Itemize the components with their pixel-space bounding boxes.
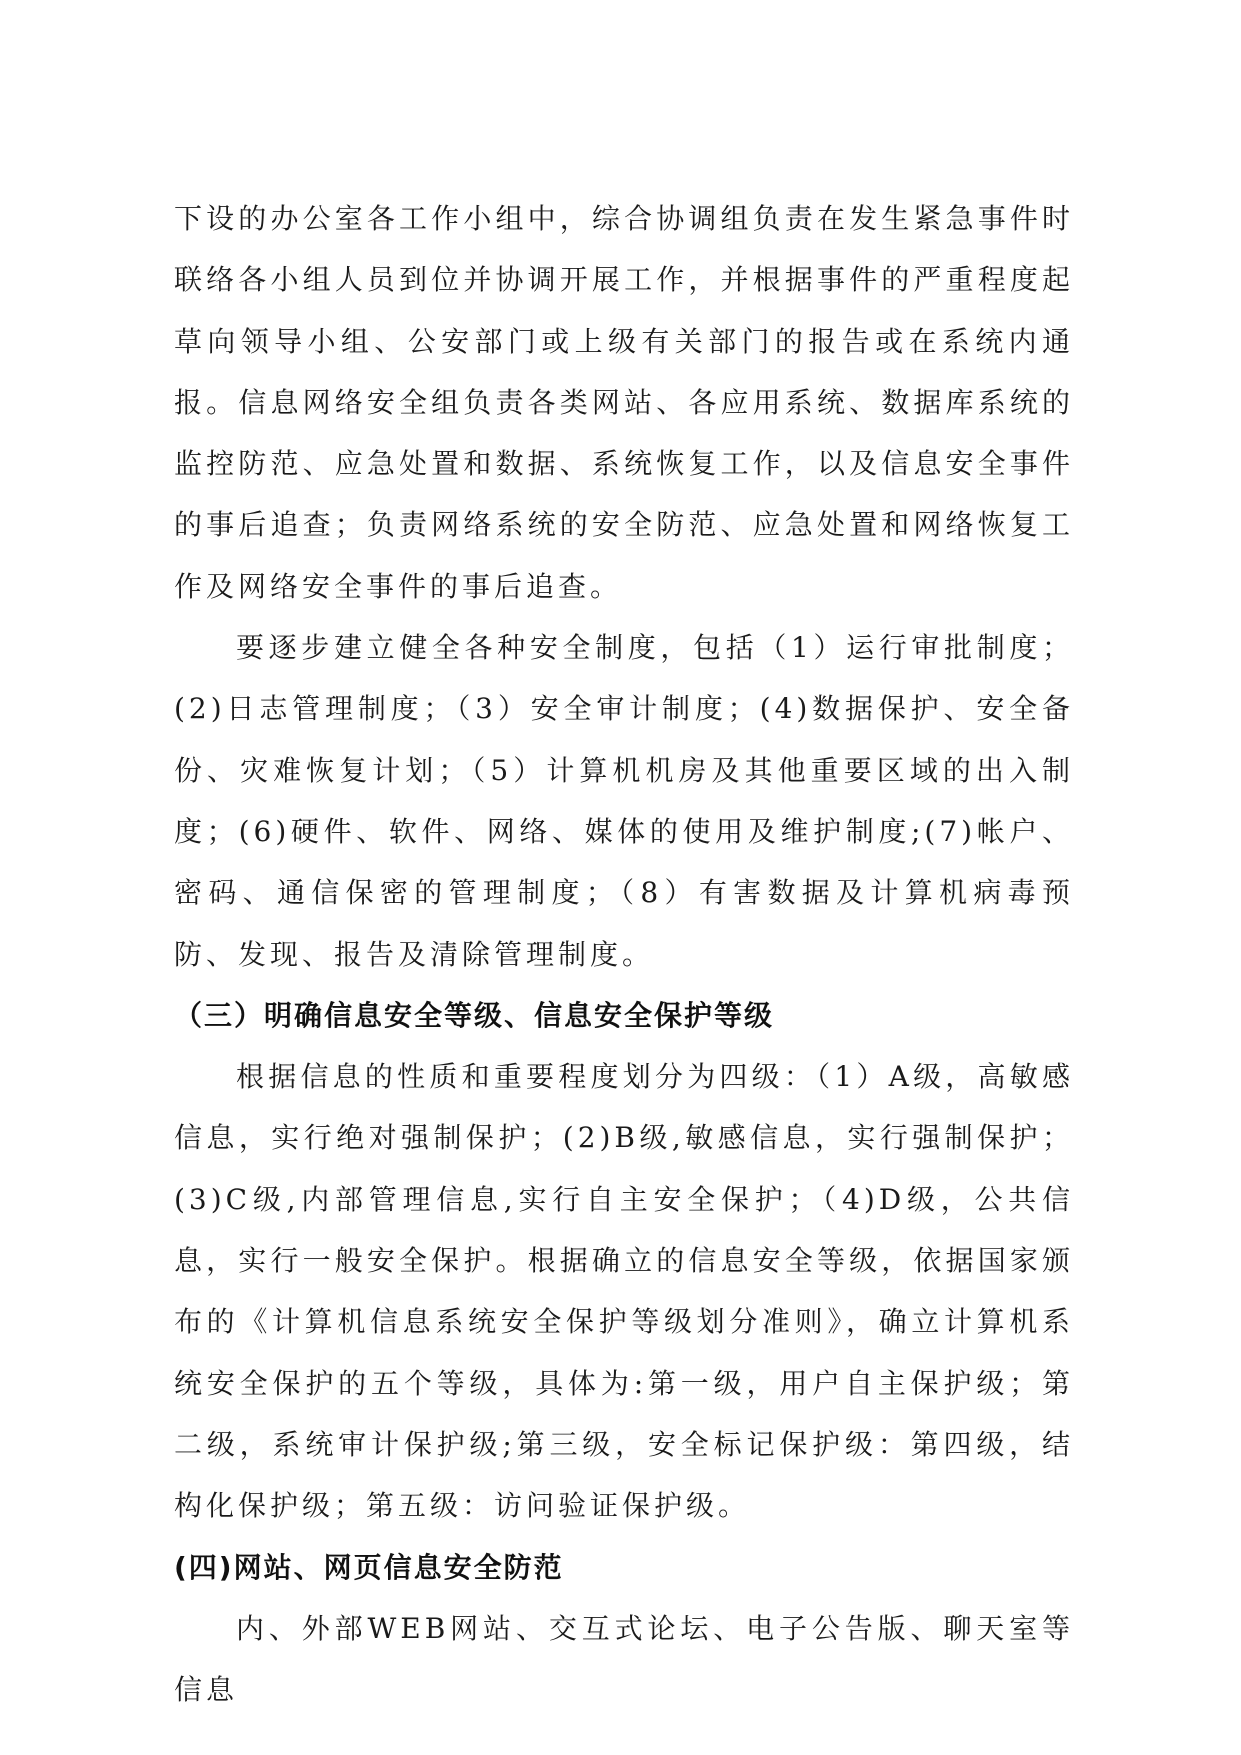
paragraph-office-groups: 下设的办公室各工作小组中，综合协调组负责在发生紧急事件时联络各小组人员到位并协调开展工作，并根据事件的严重程度起草向领导小组、公安部门或上级有关部门的报告或在系统内通报。信息网络安全组负责各类网站、各应用系统、数据库系统的监控防范、应急处置和数据、系统恢复工作，以及信息安全事件的事后追查；负责网络系统的安全防范、应急处置和网络恢复工作及网络安全事件的事后追查。: [174, 202, 1074, 603]
document-page: [174, 188, 1074, 1720]
paragraph-security-systems: 要逐步建立健全各种安全制度，包括（1）运行审批制度；(2)日志管理制度；（3）安全审计制度；(4)数据保护、安全备份、灾难恢复计划；（5）计算机机房及其他重要区域的出入制度；(6)硬件、软件、网络、媒体的使用及维护制度;(7)帐户、密码、通信保密的管理制度；（8）有害数据及计算机病毒预防、发现、报告及清除管理制度。: [174, 631, 1074, 971]
section-heading-website-security: (四)网站、网页信息安全防范: [174, 1550, 564, 1584]
paragraph-website-security: 内、外部WEB网站、交互式论坛、电子公告版、聊天室等信息: [174, 1611, 1074, 1707]
paragraph-security-levels: 根据信息的性质和重要程度划分为四级：（1）A级，高敏感信息，实行绝对强制保护；(2)B级,敏感信息，实行强制保护；(3)C级,内部管理信息,实行自主安全保护；（4)D级，公共信息，实行一般安全保护。根据确立的信息安全等级，依据国家颁布的《计算机信息系统安全保护等级划分准则》，确立计算机系统安全保护的五个等级，具体为:第一级，用户自主保护级；第二级，系统审计保护级;第三级，安全标记保护级：第四级，结构化保护级；第五级：访问验证保护级。: [174, 1060, 1074, 1523]
section-heading-security-levels: （三）明确信息安全等级、信息安全保护等级: [174, 998, 775, 1032]
